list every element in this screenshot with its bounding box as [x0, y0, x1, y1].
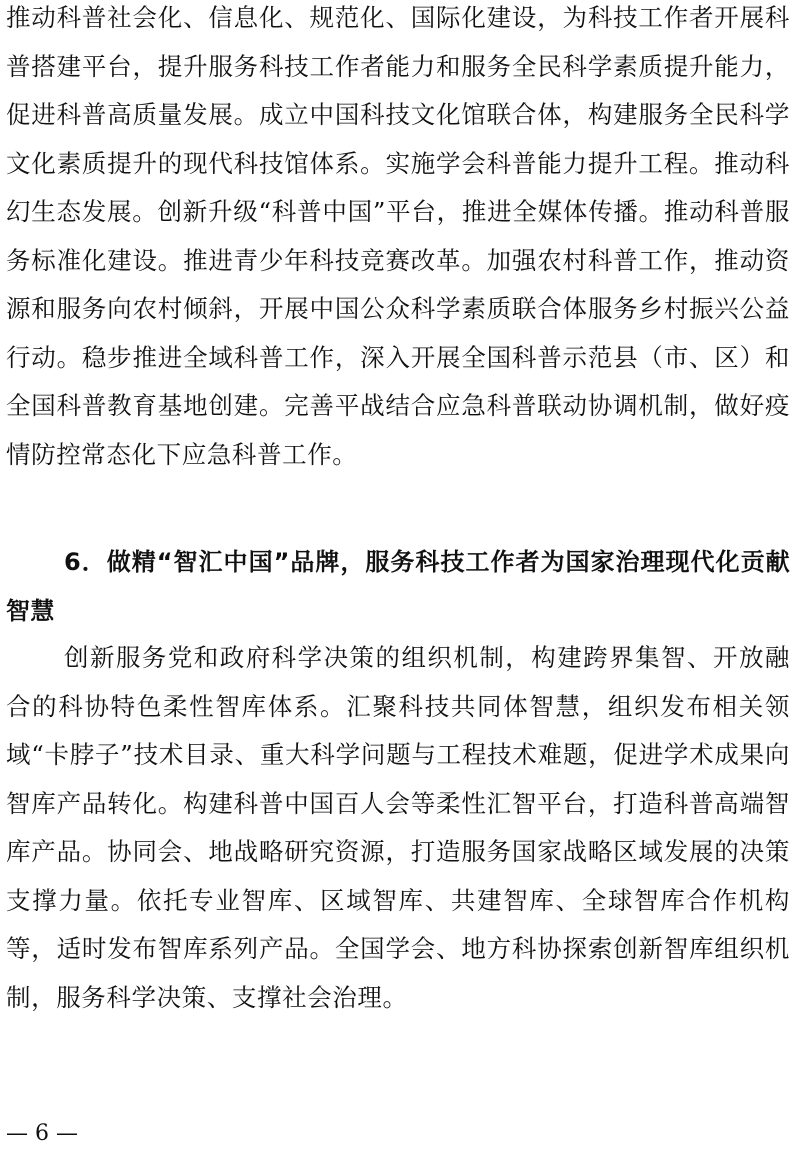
section-heading: 6．做精“智汇中国”品牌，服务科技工作者为国家治理现代化贡献智慧 [6, 548, 790, 625]
page-number: — 6 — [6, 1121, 78, 1146]
paragraph-continuation: 推动科普社会化、信息化、规范化、国际化建设，为科技工作者开展科普搭建平台，提升服务科技工作者能力和服务全民科学素质提升能力，促进科普高质量发展。成立中国科技文化馆联合体，构建服务全民科学文化素质提升的现代科技馆体系。实施学会科普能力提升工程。推动科幻生态发展。创新升级“科普中国”平台，推进全媒体传播。推动科普服务标准化建设。推进青少年科技竞赛改革。加强农村科普工作，推动资源和服务向农村倾斜，开展中国公众科学素质联合体服务乡村振兴公益行动。稳步推进全域科普工作，深入开展全国科普示范县（市、区）和全国科普教育基地创建。完善平战结合应急科普联动协调机制，做好疫情防控常态化下应急科普工作。 [6, 3, 790, 469]
section-paragraph: 创新服务党和政府科学决策的组织机制，构建跨界集智、开放融合的科协特色柔性智库体系。汇聚科技共同体智慧，组织发布相关领域“卡脖子”技术目录、重大科学问题与工程技术难题，促进学术成果向智库产品转化。构建科普中国百人会等柔性汇智平台，打造科普高端智库产品。协同会、地战略研究资源，打造服务国家战略区域发展的决策支撑力量。依托专业智库、区域智库、共建智库、全球智库合作机构等，适时发布智库系列产品。全国学会、地方科协探索创新智库组织机制，服务科学决策、支撑社会治理。 [6, 643, 790, 1012]
